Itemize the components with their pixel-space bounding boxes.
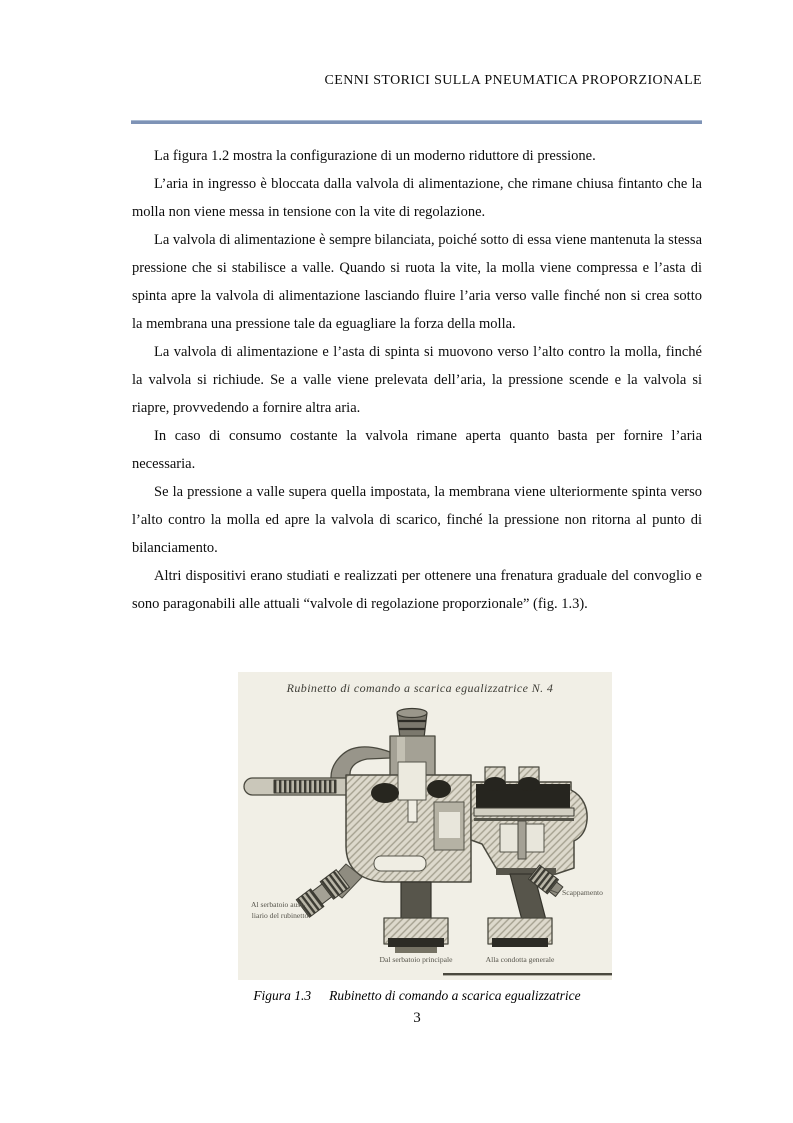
paragraph-4: La valvola di alimentazione e l’asta di spinta si muovono verso l’alto contro la molla, finché la valvola si richiude. Se a valle viene prelevata dell’aria, la pressione scende e la valvola si riapre, provvedendo a fornire altra aria. [132, 344, 702, 416]
valve-body [346, 762, 471, 882]
figure-caption [132, 988, 702, 1004]
paragraph-5: In caso di consumo costante la valvola rimane aperta quanto basta per fornire l’aria necessaria. [132, 428, 702, 472]
adjustment-cap [397, 709, 427, 739]
scan-bottom-line [443, 973, 612, 975]
valve-cross-section-drawing [238, 672, 612, 980]
figure-caption-label: Figura 1.3 [253, 988, 312, 1003]
label-auxiliary-line1: Al serbatoio ausi- [251, 900, 305, 909]
paragraph-6: Se la pressione a valle supera quella impostata, la membrana viene ulteriormente spinta verso l’alto contro la molla ed apre la valvola di scarico, finché la pressione non ritorna al punto di bilanciamento. [132, 484, 702, 556]
page-number: 3 [413, 1010, 421, 1026]
paragraph-3: La valvola di alimentazione è sempre bilanciata, poiché sotto di essa viene mantenuta la stessa pressione che si stabilisce a valle. Quando si ruota la vite, la molla viene compressa e l’asta di spinta apre la valvola di alimentazione lasciando fluire l’aria verso valle finché non si crea sotto la membrana una pressione tale da eguagliare la forza della molla. [132, 232, 702, 332]
figure-caption-text: Rubinetto di comando a scarica egualizzatrice [329, 988, 581, 1003]
label-exhaust: Scappamento [562, 888, 603, 897]
paragraph-7: Altri dispositivi erano studiati e realizzati per ottenere una frenatura graduale del convoglio e sono paragonabili alle attuali “valvole di regolazione proporzionale” (fig. 1.3). [132, 568, 702, 612]
label-delivery: Alla condotta generale [485, 955, 555, 964]
paragraph-2: L’aria in ingresso è bloccata dalla valvola di alimentazione, che rimane chiusa fintanto che la molla non viene messa in tensione con la vite di regolazione. [132, 176, 702, 220]
header-rule [131, 120, 702, 124]
running-header: CENNI STORICI SULLA PNEUMATICA PROPORZIONALE [324, 73, 702, 88]
scan-title: Rubinetto di comando a scarica egualizzatrice N. 4 [286, 681, 554, 695]
body-text [132, 142, 702, 618]
figure-scan [238, 672, 612, 980]
paragraph-1: La figura 1.2 mostra la configurazione di un moderno riduttore di pressione. [154, 148, 596, 164]
label-auxiliary-line2: liario del rubinetto [251, 911, 309, 920]
label-supply: Dal serbatoio principale [379, 955, 453, 964]
